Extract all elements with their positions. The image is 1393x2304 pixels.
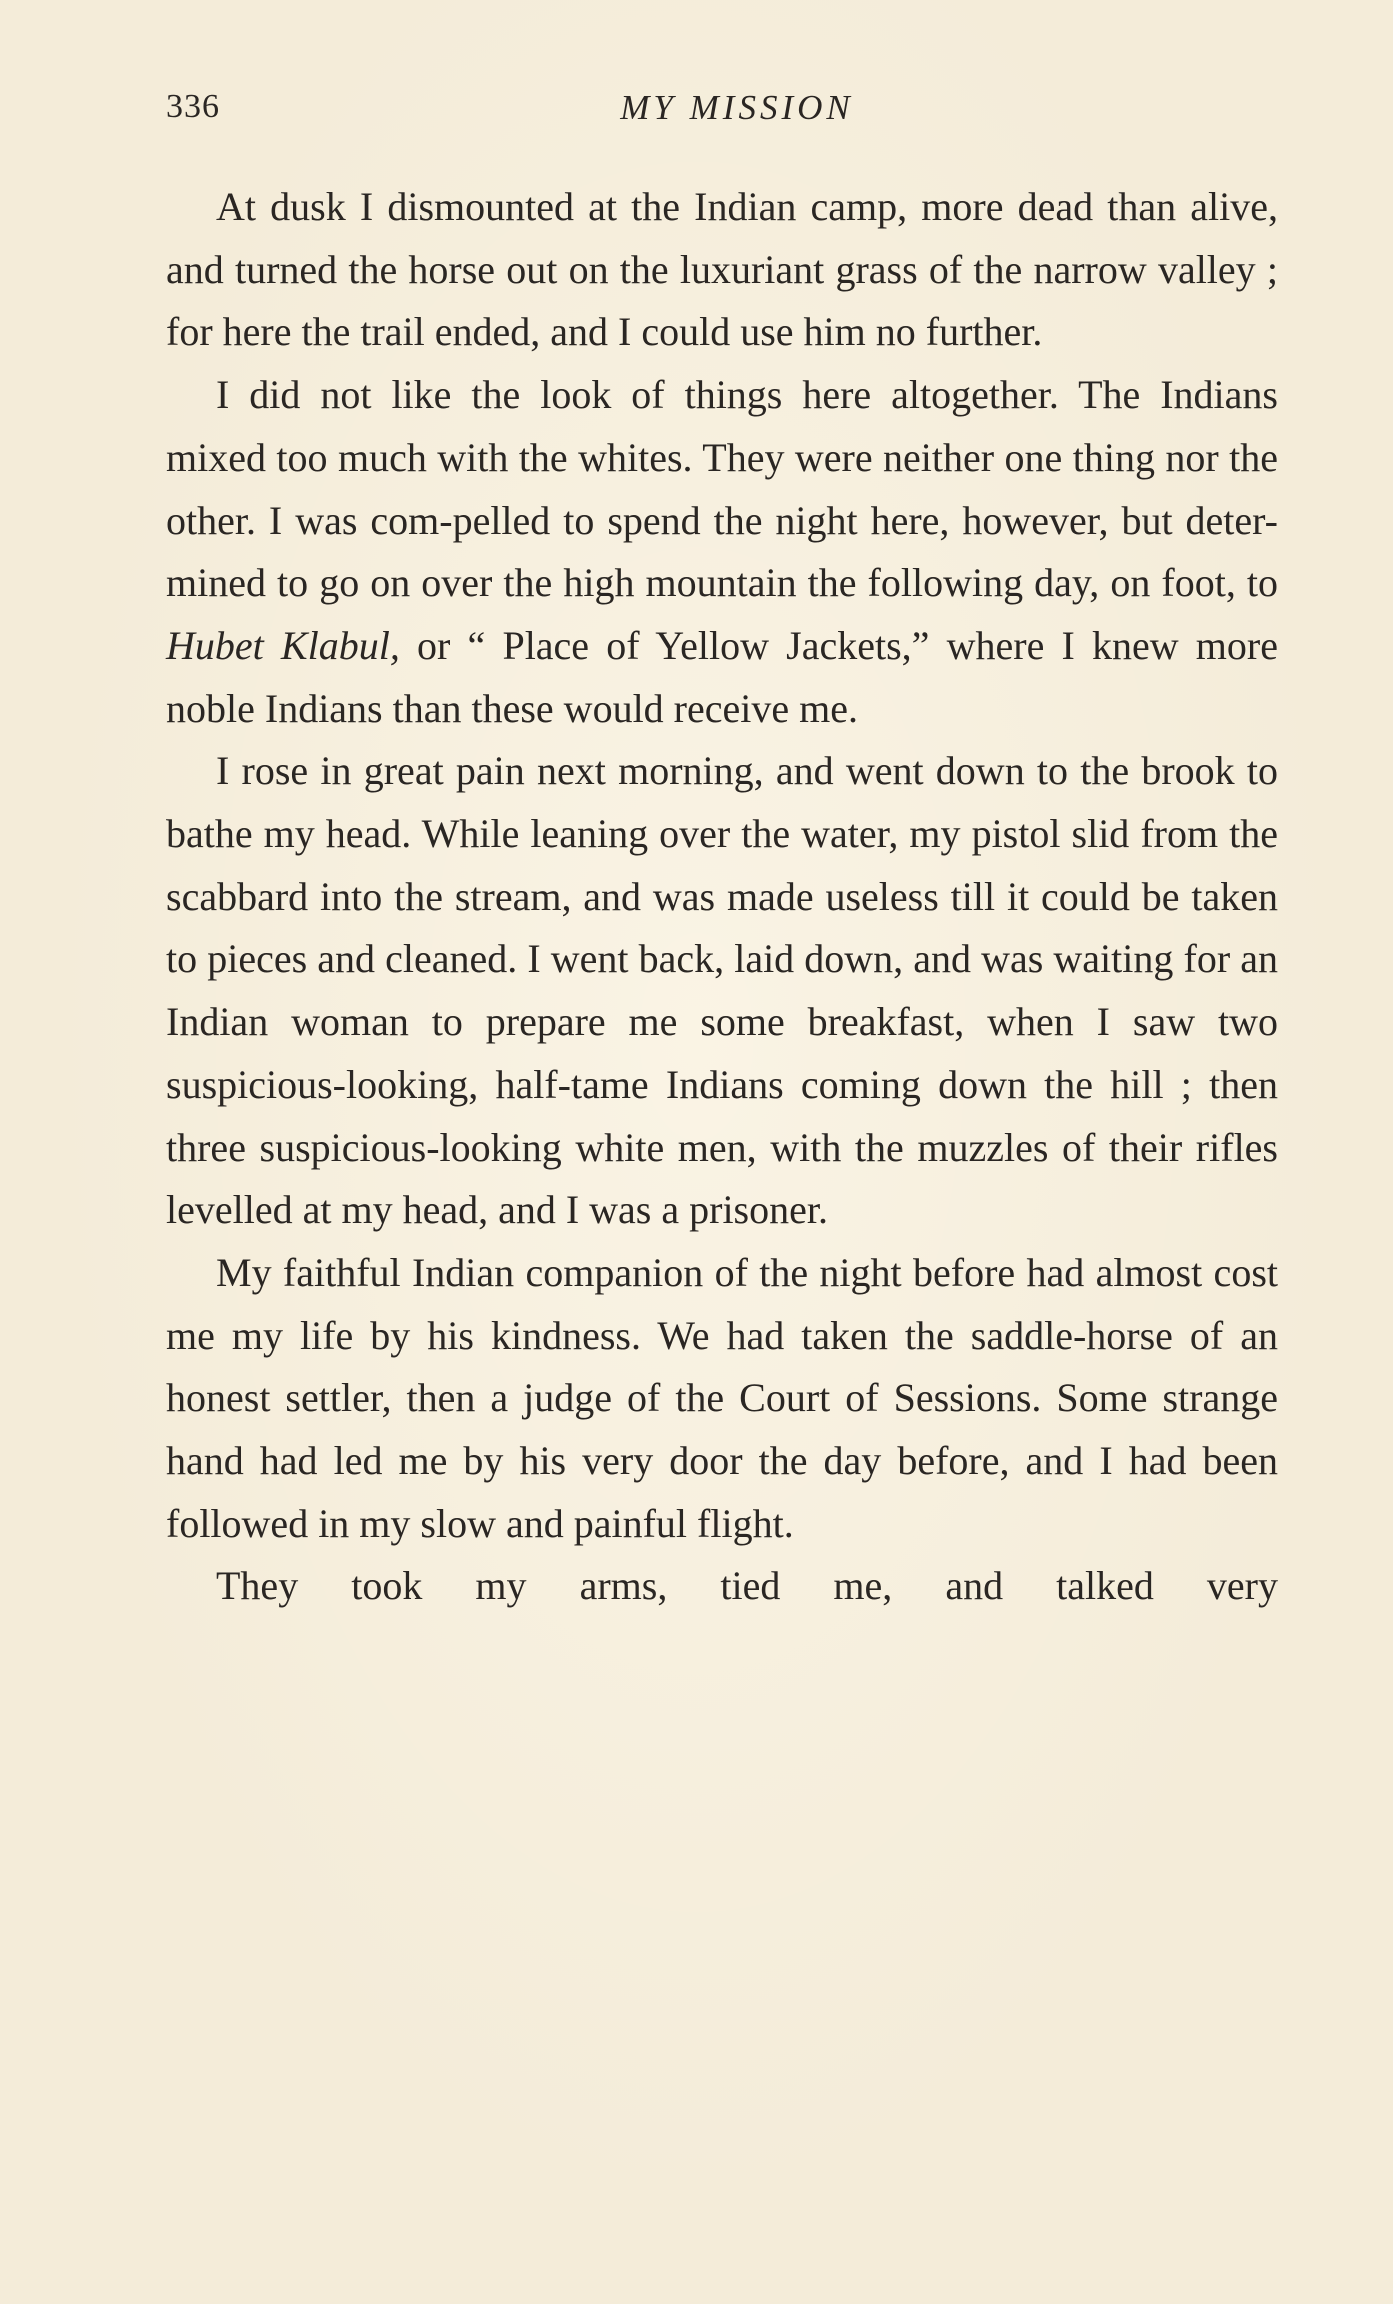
running-title: MY MISSION [620,88,854,127]
paragraph-2-text-end: or “ Place of Yellow Jackets,” where I knew more noble Indians than these would receive me. [166,622,1278,731]
page-number: 336 [166,88,220,125]
page-header [166,88,1278,138]
place-name-italic: Hubet Klabul, [166,622,400,668]
body-text [166,176,1278,1618]
paragraph-3: I rose in great pain next morning, and went down to the brook to bathe my head. While leaning over the water, my pistol slid from the scabbard into the stream, and was made useless till it could be taken to pieces and cleaned. I went back, laid down, and was waiting for an Indian woman to prepare me some breakfast, when I saw two suspicious-looking, half-tame Indians coming down the hill ; then three suspicious-looking white men, with the muzzles of their rifles levelled at my head, and I was a prisoner. [166,748,1278,1233]
paragraph-5: They took my arms, tied me, and talked very [216,1563,1278,1609]
paragraph-2-text-start: I did not like the look of things here altogether. The Indians mixed too much with the whites. They were neither one thing nor the other. I was com-pelled to spend the night here, however, but deter-mined to go on over the high mountain the following day, on foot, to [166,372,1278,606]
paragraph-2 [166,364,1278,740]
paragraph-1: At dusk I dismounted at the Indian camp, more dead than alive, and turned the horse out on the luxuriant grass of the narrow valley ; for here the trail ended, and I could use him no further. [166,184,1278,355]
paragraph-4: My faithful Indian companion of the night before had almost cost me my life by his kindness. We had taken the saddle-horse of an honest settler, then a judge of the Court of Sessions. Some strange hand had led me by his very door the day before, and I had been followed in my slow and painful flight. [166,1249,1278,1546]
